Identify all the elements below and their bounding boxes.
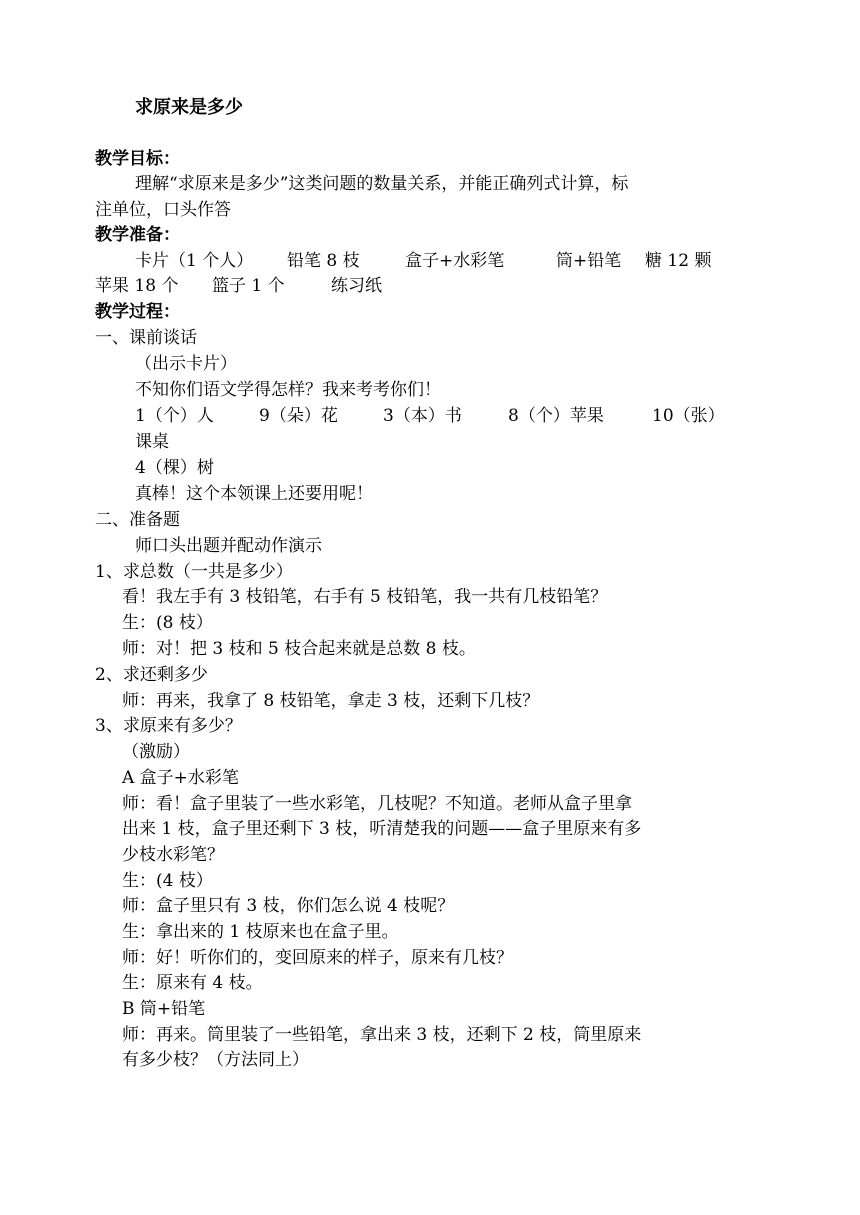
section-2-heading: 二、准备题	[95, 510, 180, 530]
part-a-line: 师：盒子里只有 3 枝，你们怎么说 4 枝呢？	[122, 896, 455, 916]
part-a-line: 少枝水彩笔？	[122, 845, 224, 865]
question-1-line: 看！我左手有 3 枝铅笔，右手有 5 枝铅笔，我一共有几枝铅笔？	[122, 587, 608, 607]
part-a-line: 师：好！听你们的，变回原来的样子，原来有几枝？	[122, 948, 513, 968]
part-a-line: 师：看！盒子里装了一些水彩笔，几枝呢？不知道。老师从盒子里拿	[122, 794, 632, 814]
prep-item: 卡片（1 个人）	[135, 251, 254, 271]
section-1-heading: 一、课前谈话	[95, 328, 197, 348]
section-1-question: 不知你们语文学得怎样？我来考考你们！	[135, 380, 441, 400]
objective-line-1: 理解“求原来是多少”这类问题的数量关系，并能正确列式计算，标	[135, 174, 629, 194]
part-b-line: 师：再来。筒里装了一些铅笔，拿出来 3 枝，还剩下 2 枝，筒里原来	[122, 1025, 642, 1045]
question-2-heading: 2、求还剩多少	[95, 665, 208, 685]
preparation-heading: 教学准备：	[95, 225, 180, 245]
section-1-praise: 真棒！这个本领课上还要用呢！	[135, 484, 373, 504]
part-b-heading: B 筒+铅笔	[122, 999, 206, 1019]
section-1-items	[0, 404, 860, 428]
section-1-wrap: 课桌	[135, 432, 169, 452]
document-title: 求原来是多少	[135, 97, 243, 118]
prep-item: 盒子+水彩笔	[405, 251, 505, 271]
section-1-last-item: 4（棵）树	[135, 458, 214, 478]
prep-item: 练习纸	[331, 276, 382, 296]
measure-word-item: 1（个）人	[135, 406, 214, 426]
part-a-line: 生：拿出来的 1 枝原来也在盒子里。	[122, 922, 399, 942]
section-2-intro: 师口头出题并配动作演示	[135, 536, 322, 556]
part-b-line: 有多少枝？（方法同上）	[122, 1050, 309, 1070]
measure-word-item: 10（张）	[652, 406, 725, 426]
question-2-line: 师：再来，我拿了 8 枝铅笔，拿走 3 枝，还剩下几枝？	[122, 691, 540, 711]
question-1-line: 师：对！把 3 枝和 5 枝合起来就是总数 8 枝。	[122, 639, 476, 659]
part-a-line: 生：原来有 4 枝。	[122, 973, 263, 993]
section-1-card: （出示卡片）	[135, 354, 237, 374]
preparation-row-2	[0, 274, 860, 298]
process-heading: 教学过程：	[95, 302, 180, 322]
part-a-line: 生：(4 枝）	[122, 871, 213, 891]
question-1-heading: 1、求总数（一共是多少）	[95, 562, 293, 582]
preparation-row-1	[0, 249, 860, 273]
measure-word-item: 3（本）书	[383, 406, 462, 426]
objective-line-2: 注单位，口头作答	[95, 200, 231, 220]
measure-word-item: 9（朵）花	[259, 406, 338, 426]
prep-item: 篮子 1 个	[212, 276, 285, 296]
measure-word-item: 8（个）苹果	[508, 406, 604, 426]
objective-heading: 教学目标：	[95, 149, 180, 169]
question-3-encourage: （激励）	[122, 742, 190, 762]
question-1-line: 生：(8 枝）	[122, 613, 213, 633]
prep-item: 糖 12 颗	[645, 251, 712, 271]
question-3-heading: 3、求原来有多少？	[95, 716, 242, 736]
prep-item: 筒+铅笔	[556, 251, 622, 271]
prep-item: 铅笔 8 枝	[287, 251, 360, 271]
part-a-heading: A 盒子+水彩笔	[122, 768, 239, 788]
prep-item: 苹果 18 个	[95, 276, 179, 296]
part-a-line: 出来 1 枝，盒子里还剩下 3 枝，听清楚我的问题——盒子里原来有多	[122, 819, 642, 839]
